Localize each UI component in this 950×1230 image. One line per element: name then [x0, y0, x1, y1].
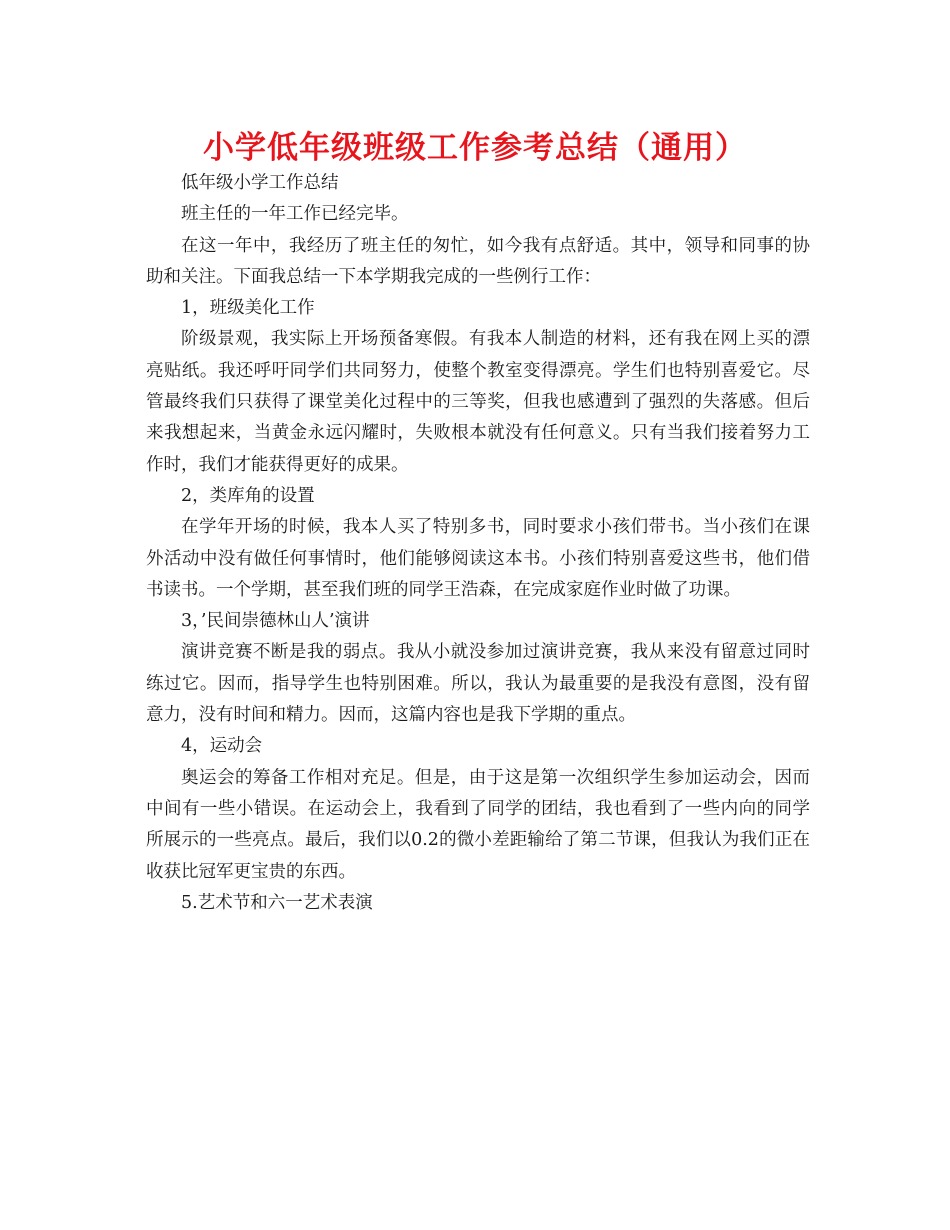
- section-heading: 1，班级美化工作: [181, 298, 315, 319]
- section-heading: 5.艺术节和六一艺术表演: [181, 892, 373, 913]
- paragraph: 班主任的一年工作已经完毕。: [181, 204, 409, 225]
- paragraph-subtitle: 低年级小学工作总结: [181, 173, 339, 193]
- paragraph: 演讲竞赛不断是我的弱点。我从小就没参加过演讲竞赛，我从来没有留意过同时练过它。因而，指导学生也特别困难。所以，我认为最重要的是我没有意图，没有留意力，没有时间和精力。因而，这篇内容也是我下学期的重点。: [146, 642, 810, 726]
- section-heading: 3，’民间崇德林山人’演讲: [181, 611, 370, 632]
- document-body: [146, 168, 810, 919]
- paragraph: 奥运会的筹备工作相对充足。但是，由于这是第一次组织学生参加运动会，因而中间有一些小错误。在运动会上，我看到了同学的团结，我也看到了一些内向的同学所展示的一些亮点。最后，我们以0.2的微小差距输给了第二节课，但我认为我们正在收获比冠军更宝贵的东西。: [146, 767, 810, 882]
- paragraph: 在学年开场的时候，我本人买了特别多书，同时要求小孩们带书。当小孩们在课外活动中没有做任何事情时，他们能够阅读这本书。小孩们特别喜爱这些书，他们借书读书。一个学期，甚至我们班的同学王浩森，在完成家庭作业时做了功课。: [146, 517, 810, 600]
- paragraph: 阶级景观，我实际上开场预备寒假。有我本人制造的材料，还有我在网上买的漂亮贴纸。我还呼吁同学们共同努力，使整个教室变得漂亮。学生们也特别喜爱它。尽管最终我们只获得了课堂美化过程中的三等奖，但我也感遭到了强烈的失落感。但后来我想起来，当黄金永远闪耀时，失败根本就没有任何意义。只有当我们接着努力工作时，我们才能获得更好的成果。: [146, 329, 810, 475]
- section-heading: 4，运动会: [181, 736, 263, 757]
- document-title: 小学低年级班级工作参考总结（通用）: [203, 130, 747, 166]
- paragraph: 在这一年中，我经历了班主任的匆忙，如今我有点舒适。其中，领导和同事的协助和关注。下面我总结一下本学期我完成的一些例行工作：: [146, 235, 810, 287]
- section-heading: 2，类库角的设置: [181, 485, 315, 506]
